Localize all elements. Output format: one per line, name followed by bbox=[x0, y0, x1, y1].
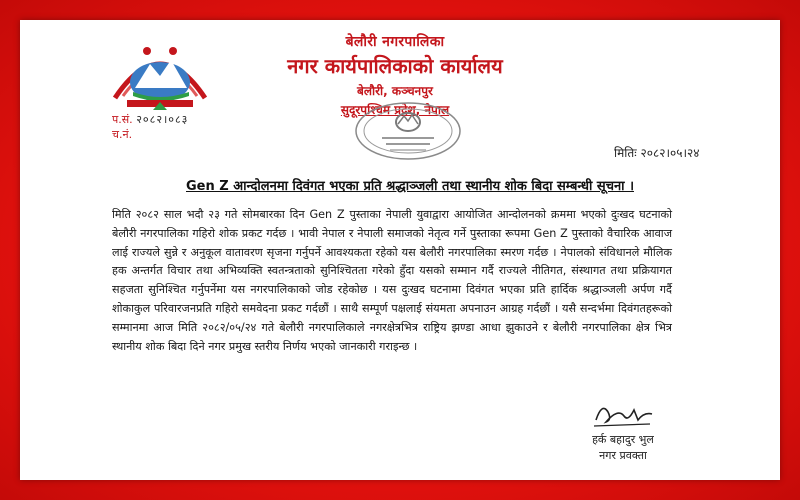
office-seal-stamp bbox=[352, 100, 464, 162]
reference-block bbox=[112, 112, 188, 142]
date-label: मितिः bbox=[614, 146, 637, 160]
chalani-label: च.नं. bbox=[112, 128, 133, 141]
signer-block bbox=[560, 432, 686, 464]
patra-label: प.सं. bbox=[112, 113, 133, 126]
nepal-emblem-icon bbox=[105, 38, 215, 114]
office-name: नगर कार्यपालिकाको कार्यालय bbox=[287, 54, 503, 78]
signature-mark bbox=[588, 398, 658, 430]
letter-date bbox=[614, 144, 700, 161]
signer-title: नगर प्रवक्ता bbox=[599, 449, 647, 462]
office-province: सुदूरपश्चिम प्रदेश, नेपाल bbox=[340, 103, 450, 117]
patra-value: २०८२।०८३ bbox=[136, 113, 189, 126]
letter-body: मिति २०८२ साल भदौ २३ गते सोमबारका दिन Gen Z पुस्ताका नेपाली युवाद्वारा आयोजित आन्दोलनको क्रममा भएको दुःखद घटनाको बेलौरी नगरपालिका गहिरो शोक प्रकट गर्दछ । भावी नेपाल र नेपाली समाजको नेतृत्व गर्ने पुस्ताका रूपमा Gen Z पुस्ताको वैचारिक आवाज लाई राज्यले सुन्ने र अनुकूल वातावरण सृजना गर्नुपर्ने आवश्यकता रहेको यस बेलौरी नगरपालिका स्मरण गर्दछ । नेपालको संविधानले मौलिक हक अन्तर्गत विचार तथा अभिव्यक्ति स्वतन्त्रताको सुनिश्चितता गरेको हुँदा यसको सम्मान गर्दै राज्यले नीतिगत, संस्थागत तथा प्रक्रियागत सहजता सुनिश्चित गर्नुपर्नेमा यस नगरपालिकाको जोड रहेकोछ । यस दुःखद घटनामा दिवंगत भएका प्रति हार्दिक श्रद्धाञ्जली अर्पण गर्दै शोकाकुल परिवारजनप्रति गहिरो समवेदना प्रकट गर्दछौं । साथै सम्पूर्ण पक्षलाई संयमता अपनाउन आग्रह गर्दछौं । यसै सन्दर्भमा दिवंगतहरूको सम्मानमा आज मिति २०८२/०५/२४ गते बेलौरी नगरपालिकाले नगरक्षेत्रभित्र राष्ट्रिय झण्डा आधा झुकाउने र बेलौरी नगरपालिका क्षेत्र भित्र स्थानीय शोक बिदा दिने नगर प्रमुख स्तरीय निर्णय भएको जानकारी गराइन्छ । bbox=[112, 208, 672, 353]
municipality-name: बेलौरी नगरपालिका bbox=[345, 34, 445, 50]
office-address: बेलौरी, कञ्चनपुर bbox=[357, 84, 433, 98]
subject-line: Gen Z आन्दोलनमा दिवंगत भएका प्रति श्रद्धाञ्जली तथा स्थानीय शोक बिदा सम्बन्धी सूचना । bbox=[186, 179, 634, 194]
signer-name: हर्क बहादुर भुल bbox=[592, 433, 654, 446]
date-value: २०८२।०५।२४ bbox=[640, 146, 700, 160]
chalani-number bbox=[112, 127, 188, 142]
patra-sankhya bbox=[112, 112, 188, 127]
